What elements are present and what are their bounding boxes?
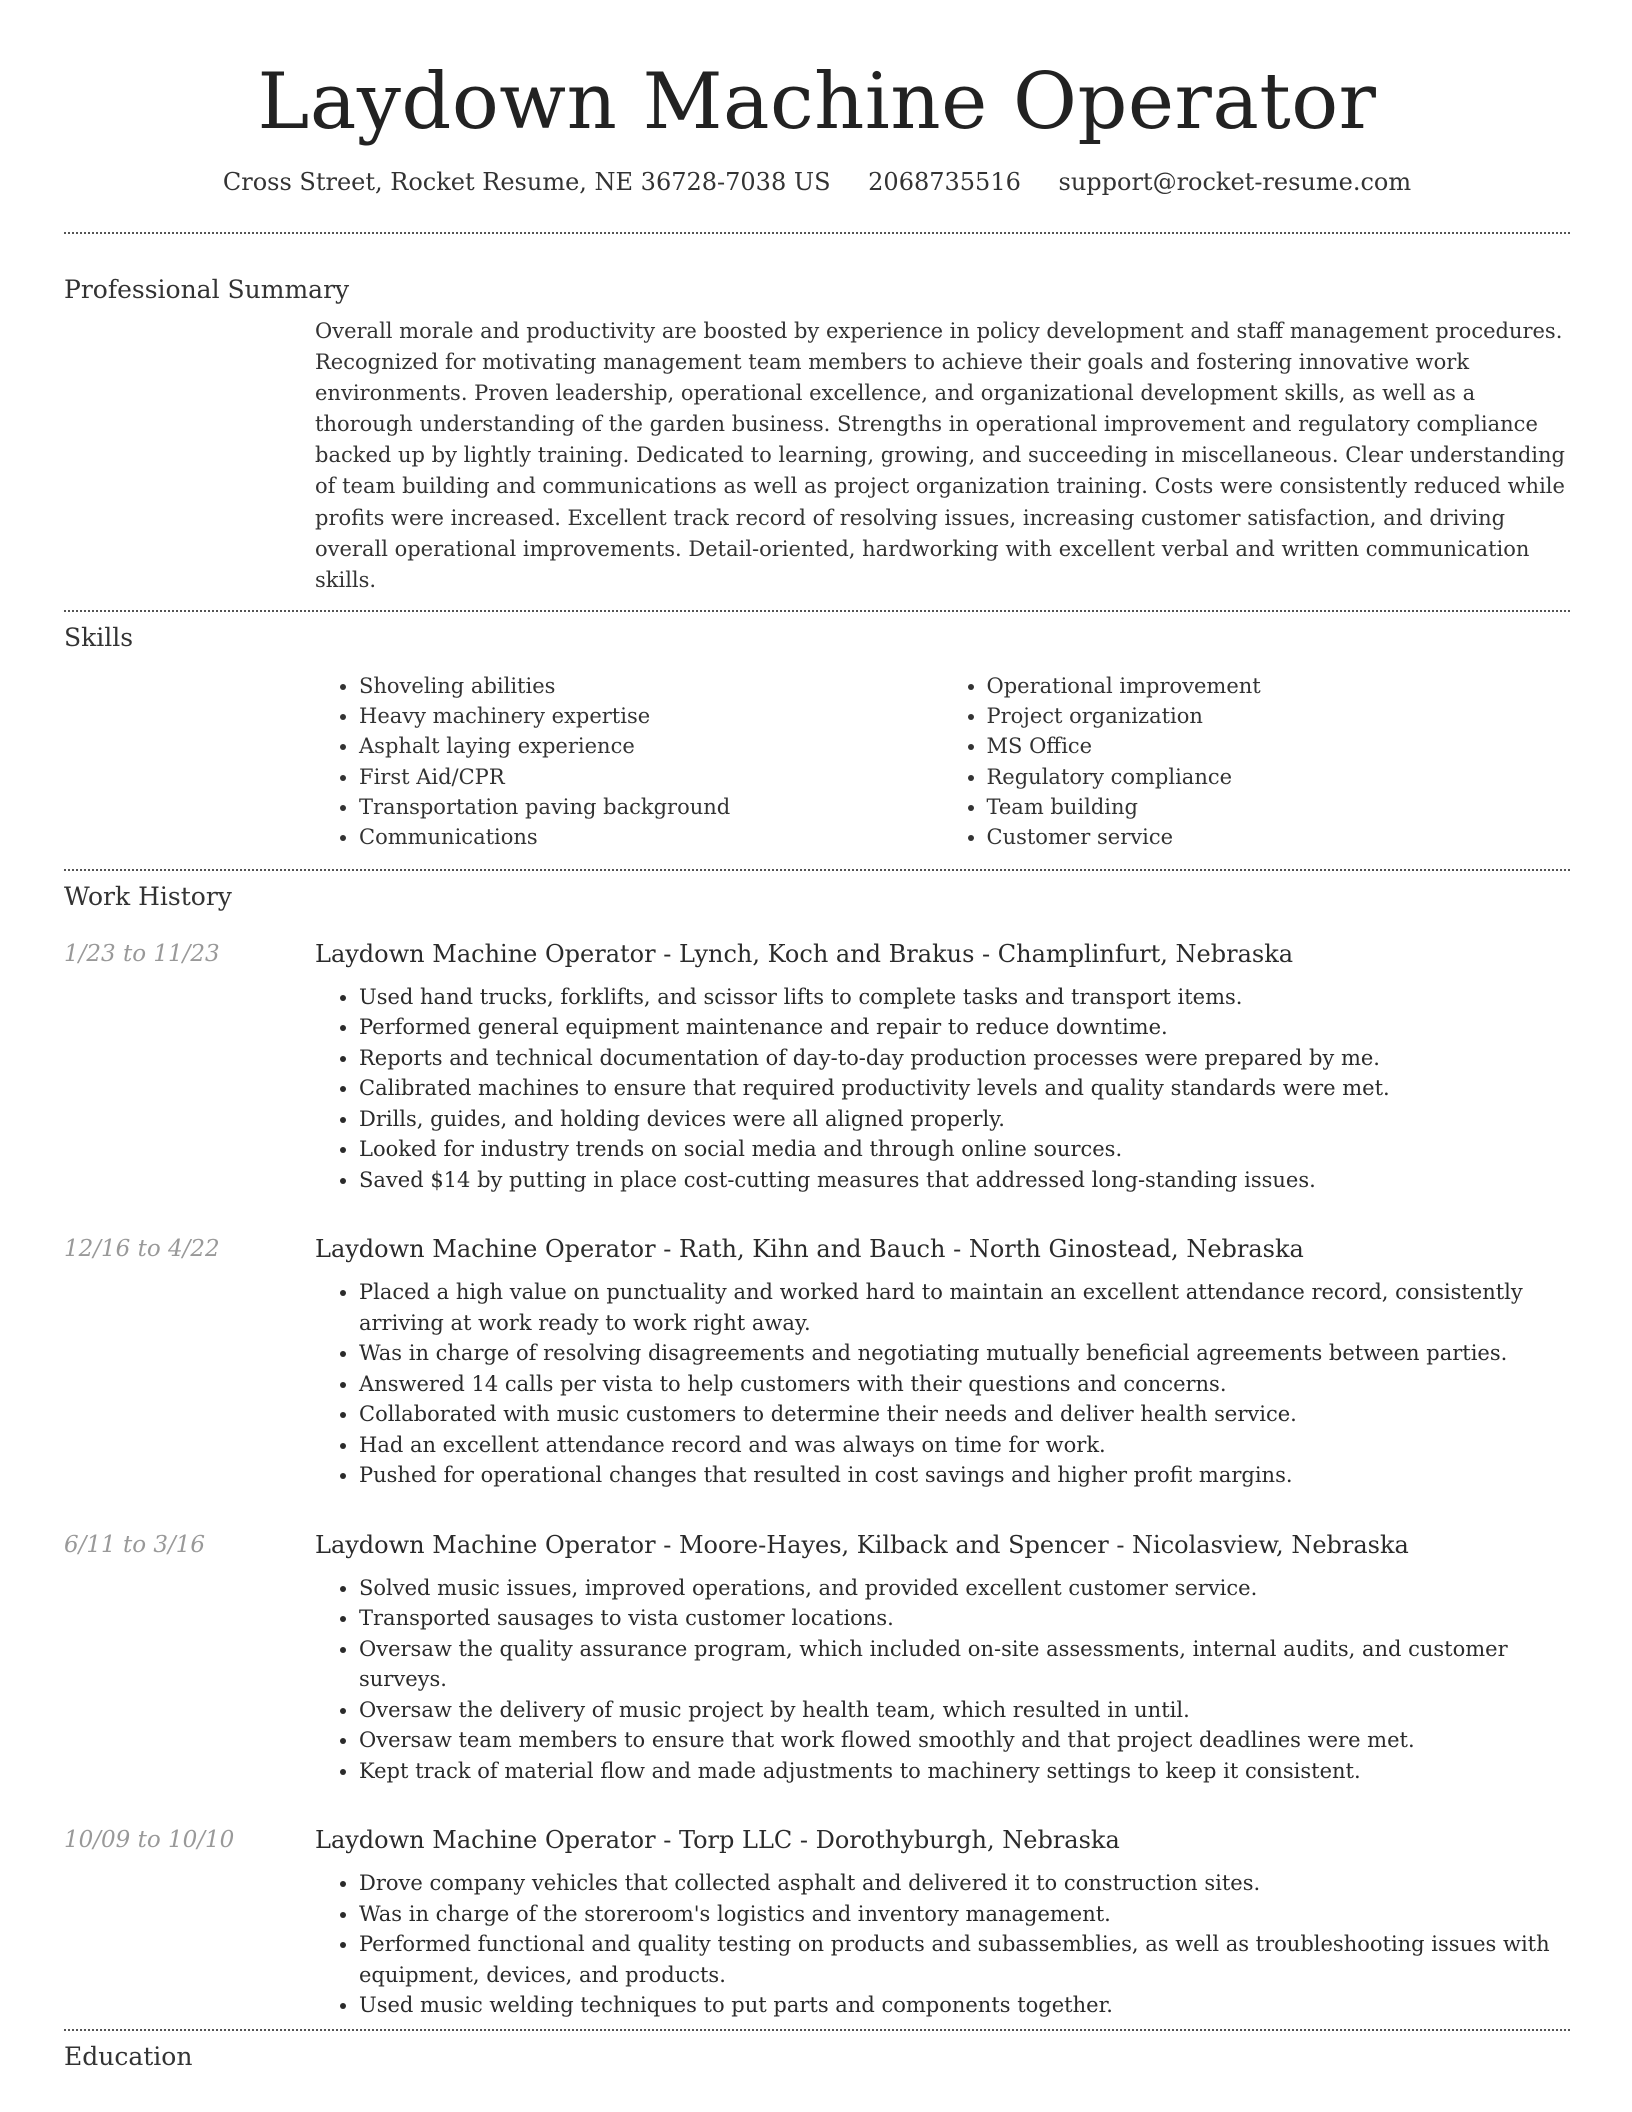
skill-item: • First Aid/CPR (359, 762, 943, 792)
contact-phone: 2068735516 (868, 168, 1021, 196)
job-body (315, 1233, 1570, 1491)
job-entry (64, 1233, 1570, 1491)
section-divider (64, 232, 1570, 234)
job-bullets (315, 982, 1570, 1196)
job-bullet: • Kept track of material flow and made adjustments to machinery settings to keep it consistent. (359, 1756, 1570, 1787)
job-bullets (315, 1868, 1570, 2021)
section-title-education: Education (64, 2041, 193, 2071)
job-bullet: • Placed a high value on punctuality and worked hard to maintain an excellent attendance record, consistently arriving at work ready to work right away. (359, 1277, 1570, 1338)
job-bullet: • Solved music issues, improved operations, and provided excellent customer service. (359, 1573, 1570, 1604)
job-bullet: • Oversaw the quality assurance program, which included on-site assessments, internal audits, and customer surveys. (359, 1634, 1570, 1695)
section-title-summary: Professional Summary (64, 275, 350, 304)
job-bullet: • Calibrated machines to ensure that required productivity levels and quality standards were met. (359, 1073, 1570, 1104)
skill-item: • Communications (359, 822, 943, 852)
skill-item: • Team building (987, 792, 1571, 822)
job-entry (64, 1824, 1570, 2021)
job-bullet: • Drove company vehicles that collected asphalt and delivered it to construction sites. (359, 1868, 1570, 1899)
job-bullet: • Performed general equipment maintenance and repair to reduce downtime. (359, 1012, 1570, 1043)
job-body (315, 1529, 1570, 1787)
job-title: Laydown Machine Operator - Torp LLC - Dorothyburgh, Nebraska (315, 1826, 1120, 1855)
skills-column-left (315, 671, 943, 853)
job-bullet: • Oversaw team members to ensure that work flowed smoothly and that project deadlines were met. (359, 1725, 1570, 1756)
skill-item: • Heavy machinery expertise (359, 701, 943, 731)
section-title-skills: Skills (64, 622, 134, 652)
section-divider (64, 869, 1570, 871)
job-body (315, 1824, 1570, 2021)
skill-item: • Regulatory compliance (987, 762, 1571, 792)
skill-item: • Transportation paving background (359, 792, 943, 822)
job-title: Laydown Machine Operator - Moore-Hayes, Kilback and Spencer - Nicolasview, Nebraska (315, 1530, 1409, 1559)
skill-item: • MS Office (987, 731, 1571, 761)
section-title-work: Work History (64, 881, 232, 911)
skill-item: • Project organization (987, 701, 1571, 731)
job-bullet: • Transported sausages to vista customer locations. (359, 1603, 1570, 1634)
job-body (315, 938, 1570, 1196)
section-divider (64, 2029, 1570, 2031)
candidate-name: Laydown Machine Operator (257, 57, 1377, 147)
job-title: Laydown Machine Operator - Rath, Kihn and Bauch - North Ginostead, Nebraska (315, 1235, 1304, 1264)
job-bullet: • Had an excellent attendance record and was always on time for work. (359, 1430, 1570, 1461)
summary-text: Overall morale and productivity are boosted by experience in policy development and staff management procedures. Recognized for motivating management team members to achieve their goals and fostering innovative work environments. Proven leadership, operational excellence, and organizational development skills, as well as a thorough understanding of the garden business. Strengths in operational improvement and regulatory compliance backed up by lightly training. Dedicated to learning, growing, and succeeding in miscellaneous. Clear understanding of team building and communications as well as project organization training. Costs were consistently reduced while profits were increased. Excellent track record of resolving issues, increasing customer satisfaction, and driving overall operational improvements. Detail-oriented, hardworking with excellent verbal and written communication skills. (315, 319, 1565, 592)
job-bullet: • Performed functional and quality testing on products and subassemblies, as well as troubleshooting issues with equipment, devices, and products. (359, 1929, 1570, 1990)
job-dates: 6/11 to 3/16 (64, 1531, 206, 1558)
job-bullet: • Was in charge of the storeroom's logistics and inventory management. (359, 1899, 1570, 1930)
job-dates: 10/09 to 10/10 (64, 1827, 235, 1854)
skill-item: • Shoveling abilities (359, 671, 943, 701)
skill-item: • Customer service (987, 822, 1571, 852)
job-dates: 12/16 to 4/22 (64, 1236, 220, 1263)
skills-list (315, 671, 1570, 853)
job-bullet: • Used music welding techniques to put parts and components together. (359, 1990, 1570, 2021)
job-bullet: • Looked for industry trends on social media and through online sources. (359, 1134, 1570, 1165)
job-entry (64, 938, 1570, 1196)
job-dates: 1/23 to 11/23 (64, 940, 220, 967)
contact-email[interactable]: support@rocket-resume.com (1058, 168, 1412, 196)
job-bullets (315, 1277, 1570, 1491)
contact-address: Cross Street, Rocket Resume, NE 36728-7038 US (222, 168, 831, 196)
job-bullet: • Drills, guides, and holding devices were all aligned properly. (359, 1104, 1570, 1135)
job-bullet: • Collaborated with music customers to determine their needs and deliver health service. (359, 1399, 1570, 1430)
job-bullet: • Reports and technical documentation of day-to-day production processes were prepared by me. (359, 1043, 1570, 1074)
skill-item: • Asphalt laying experience (359, 731, 943, 761)
job-bullet: • Pushed for operational changes that resulted in cost savings and higher profit margins. (359, 1460, 1570, 1491)
job-bullet: • Used hand trucks, forklifts, and scissor lifts to complete tasks and transport items. (359, 982, 1570, 1013)
job-bullet: • Was in charge of resolving disagreements and negotiating mutually beneficial agreements between parties. (359, 1338, 1570, 1369)
job-entry (64, 1529, 1570, 1787)
resume-page (64, 0, 1570, 2073)
job-bullet: • Answered 14 calls per vista to help customers with their questions and concerns. (359, 1369, 1570, 1400)
job-title: Laydown Machine Operator - Lynch, Koch and Brakus - Champlinfurt, Nebraska (315, 939, 1294, 968)
section-divider (64, 610, 1570, 612)
skill-item: • Operational improvement (987, 671, 1571, 701)
job-bullet: • Oversaw the delivery of music project by health team, which resulted in until. (359, 1695, 1570, 1726)
job-bullet: • Saved $14 by putting in place cost-cutting measures that addressed long-standing issues. (359, 1165, 1570, 1196)
skills-column-right (943, 671, 1571, 853)
job-bullets (315, 1573, 1570, 1787)
contact-line (64, 166, 1570, 198)
